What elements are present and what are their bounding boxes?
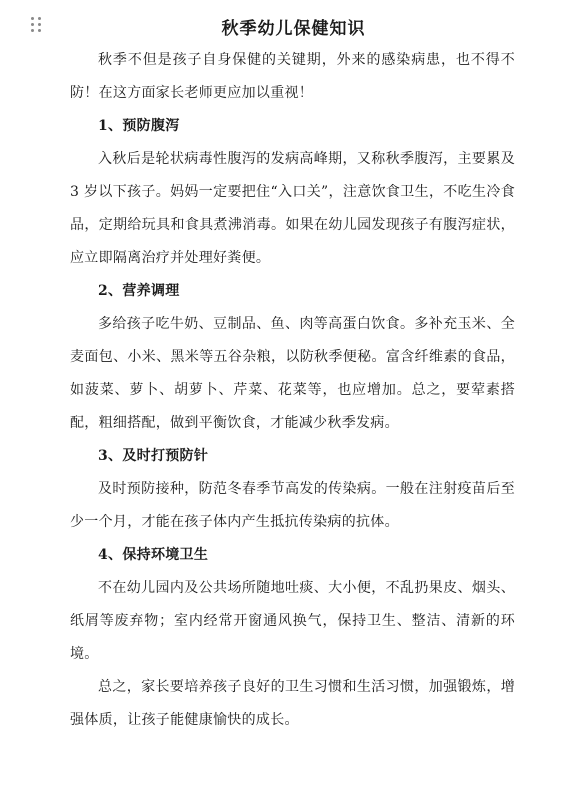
section-body-hygiene: 不在幼儿园内及公共场所随地吐痰、大小便，不乱扔果皮、烟头、纸屑等废弃物；室内经常开窗通风换气，保持卫生、整洁、清新的环境。	[70, 580, 515, 662]
intro-paragraph: 秋季不但是孩子自身保健的关键期，外来的感染病患，也不得不防！在这方面家长老师更应加以重视！	[70, 52, 515, 101]
document-title: 秋季幼儿保健知识	[221, 19, 366, 39]
document-body	[70, 44, 515, 737]
section-heading-nutrition: 2、营养调理	[98, 283, 180, 299]
section-body-nutrition: 多给孩子吃牛奶、豆制品、鱼、肉等高蛋白饮食。多补充玉米、全麦面包、小米、黑米等五谷杂粮，以防秋季便秘。富含纤维素的食品，如菠菜、萝卜、胡萝卜、芹菜、花菜等，也应增加。总之，要荤素搭配，粗细搭配，做到平衡饮食，才能减少秋季发病。	[70, 316, 515, 431]
section-heading-hygiene: 4、保持环境卫生	[98, 547, 209, 563]
section-body-diarrhea: 入秋后是轮状病毒性腹泻的发病高峰期，又称秋季腹泻，主要累及 3 岁以下孩子。妈妈一定要把住“入口关”，注意饮食卫生，不吃生冷食品，定期给玩具和食具煮沸消毒。如果在幼儿园发现孩子有腹泻症状，应立即隔离治疗并处理好粪便。	[70, 151, 515, 266]
conclusion-paragraph: 总之，家长要培养孩子良好的卫生习惯和生活习惯，加强锻炼，增强体质，让孩子能健康愉快的成长。	[70, 679, 515, 728]
section-heading-diarrhea: 1、预防腹泻	[98, 118, 180, 134]
section-heading-vaccination: 3、及时打预防针	[98, 448, 209, 464]
section-body-vaccination: 及时预防接种，防范冬春季节高发的传染病。一般在注射疫苗后至少一个月，才能在孩子体内产生抵抗传染病的抗体。	[70, 481, 515, 530]
